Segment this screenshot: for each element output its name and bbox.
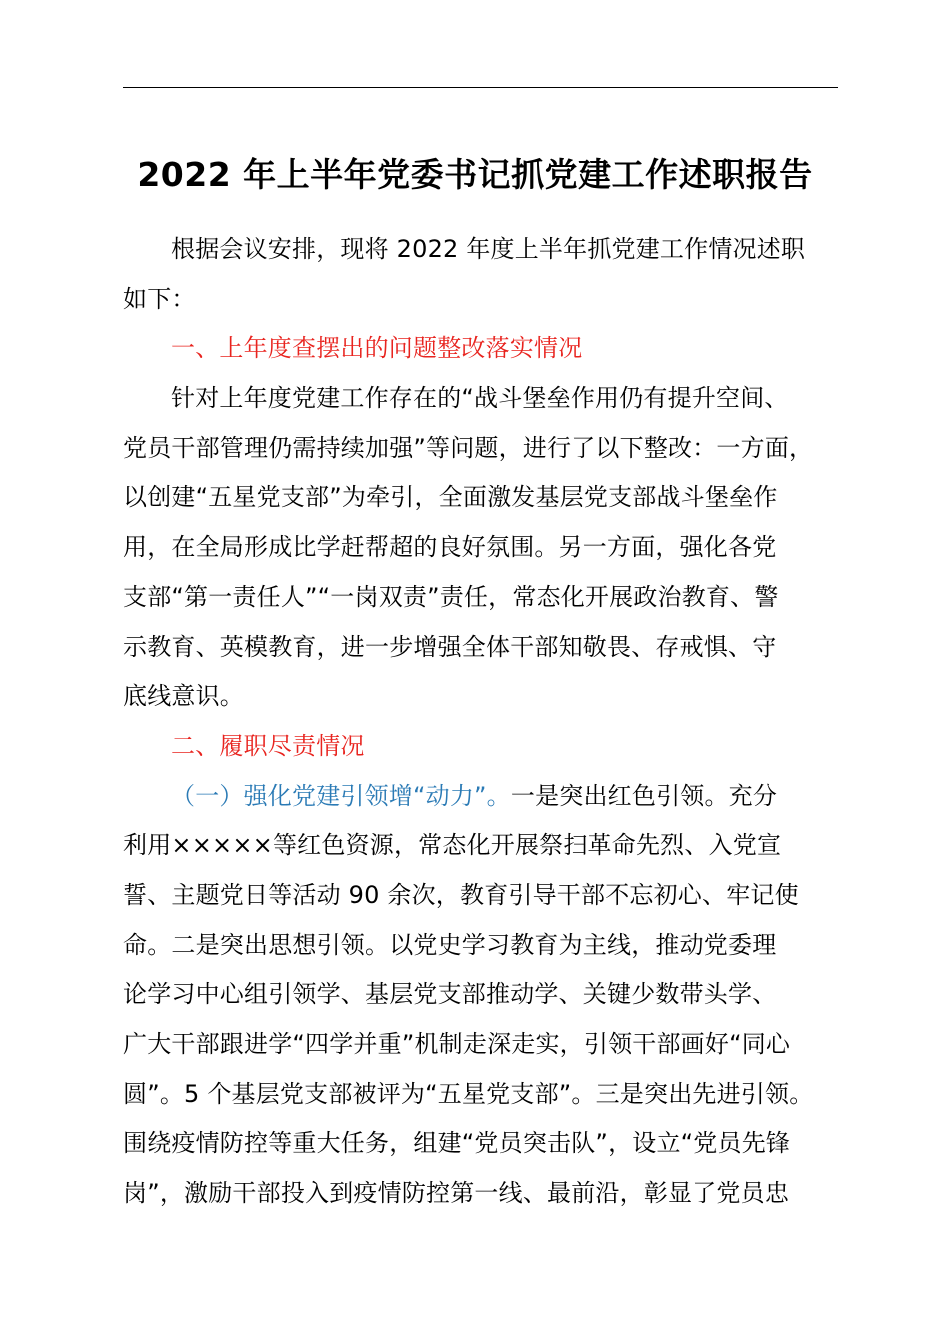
header-rule [123, 87, 838, 88]
intro-line: 根据会议安排，现将 2022 年度上半年抓党建工作情况述职 [171, 235, 806, 263]
paragraph-line: 示教育、英模教育，进一步增强全体干部知敬畏、存戒惧、守 [123, 632, 777, 661]
paragraph-line: 广大干部跟进学“四学并重”机制走深走实，引领干部画好“同心 [123, 1030, 791, 1058]
paragraph-line: 围绕疫情防控等重大任务，组建“党员突击队”，设立“党员先锋 [123, 1129, 791, 1158]
paragraph-line: 利用×××××等红色资源，常态化开展祭扫革命先烈、入党宣 [123, 831, 782, 860]
paragraph-line: 岗”，激励干部投入到疫情防控第一线、最前沿，彰显了党员忠 [123, 1179, 790, 1208]
subsection-text: 一是突出红色引领。充分 [510, 781, 778, 810]
paragraph-line: 党员干部管理仍需持续加强”等问题，进行了以下整改：一方面， [123, 433, 814, 462]
section-heading-2: 二、履职尽责情况 [171, 731, 365, 760]
paragraph-line: 誓、主题党日等活动 90 余次，教育引导干部不忘初心、牢记使 [123, 880, 799, 909]
paragraph-line: 以创建“五星党支部”为牵引，全面激发基层党支部战斗堡垒作 [123, 483, 778, 512]
paragraph-line: 支部“第一责任人”“一岗双责”责任，常态化开展政治教育、警 [123, 582, 779, 611]
subsection-first-line [123, 772, 858, 822]
paragraph-line: 底线意识。 [123, 682, 244, 711]
intro-line: 如下： [123, 284, 196, 313]
paragraph-line: 命。二是突出思想引领。以党史学习教育为主线，推动党委理 [123, 930, 777, 959]
document-title: 2022 年上半年党委书记抓党建工作述职报告 [137, 155, 813, 194]
section-heading-1: 一、上年度查摆出的问题整改落实情况 [171, 334, 583, 363]
paragraph-line: 针对上年度党建工作存在的“战斗堡垒作用仍有提升空间、 [171, 384, 789, 413]
paragraph-line: 用，在全局形成比学赶帮超的良好氛围。另一方面，强化各党 [123, 533, 777, 562]
document-body [123, 225, 858, 1219]
paragraph-line: 论学习中心组引领学、基层党支部推动学、关键少数带头学、 [123, 980, 777, 1009]
subsection-heading-1: （一）强化党建引领增“动力”。 [171, 781, 511, 810]
paragraph-line: 圆”。5 个基层党支部被评为“五星党支部”。三是突出先进引领。 [123, 1079, 814, 1108]
